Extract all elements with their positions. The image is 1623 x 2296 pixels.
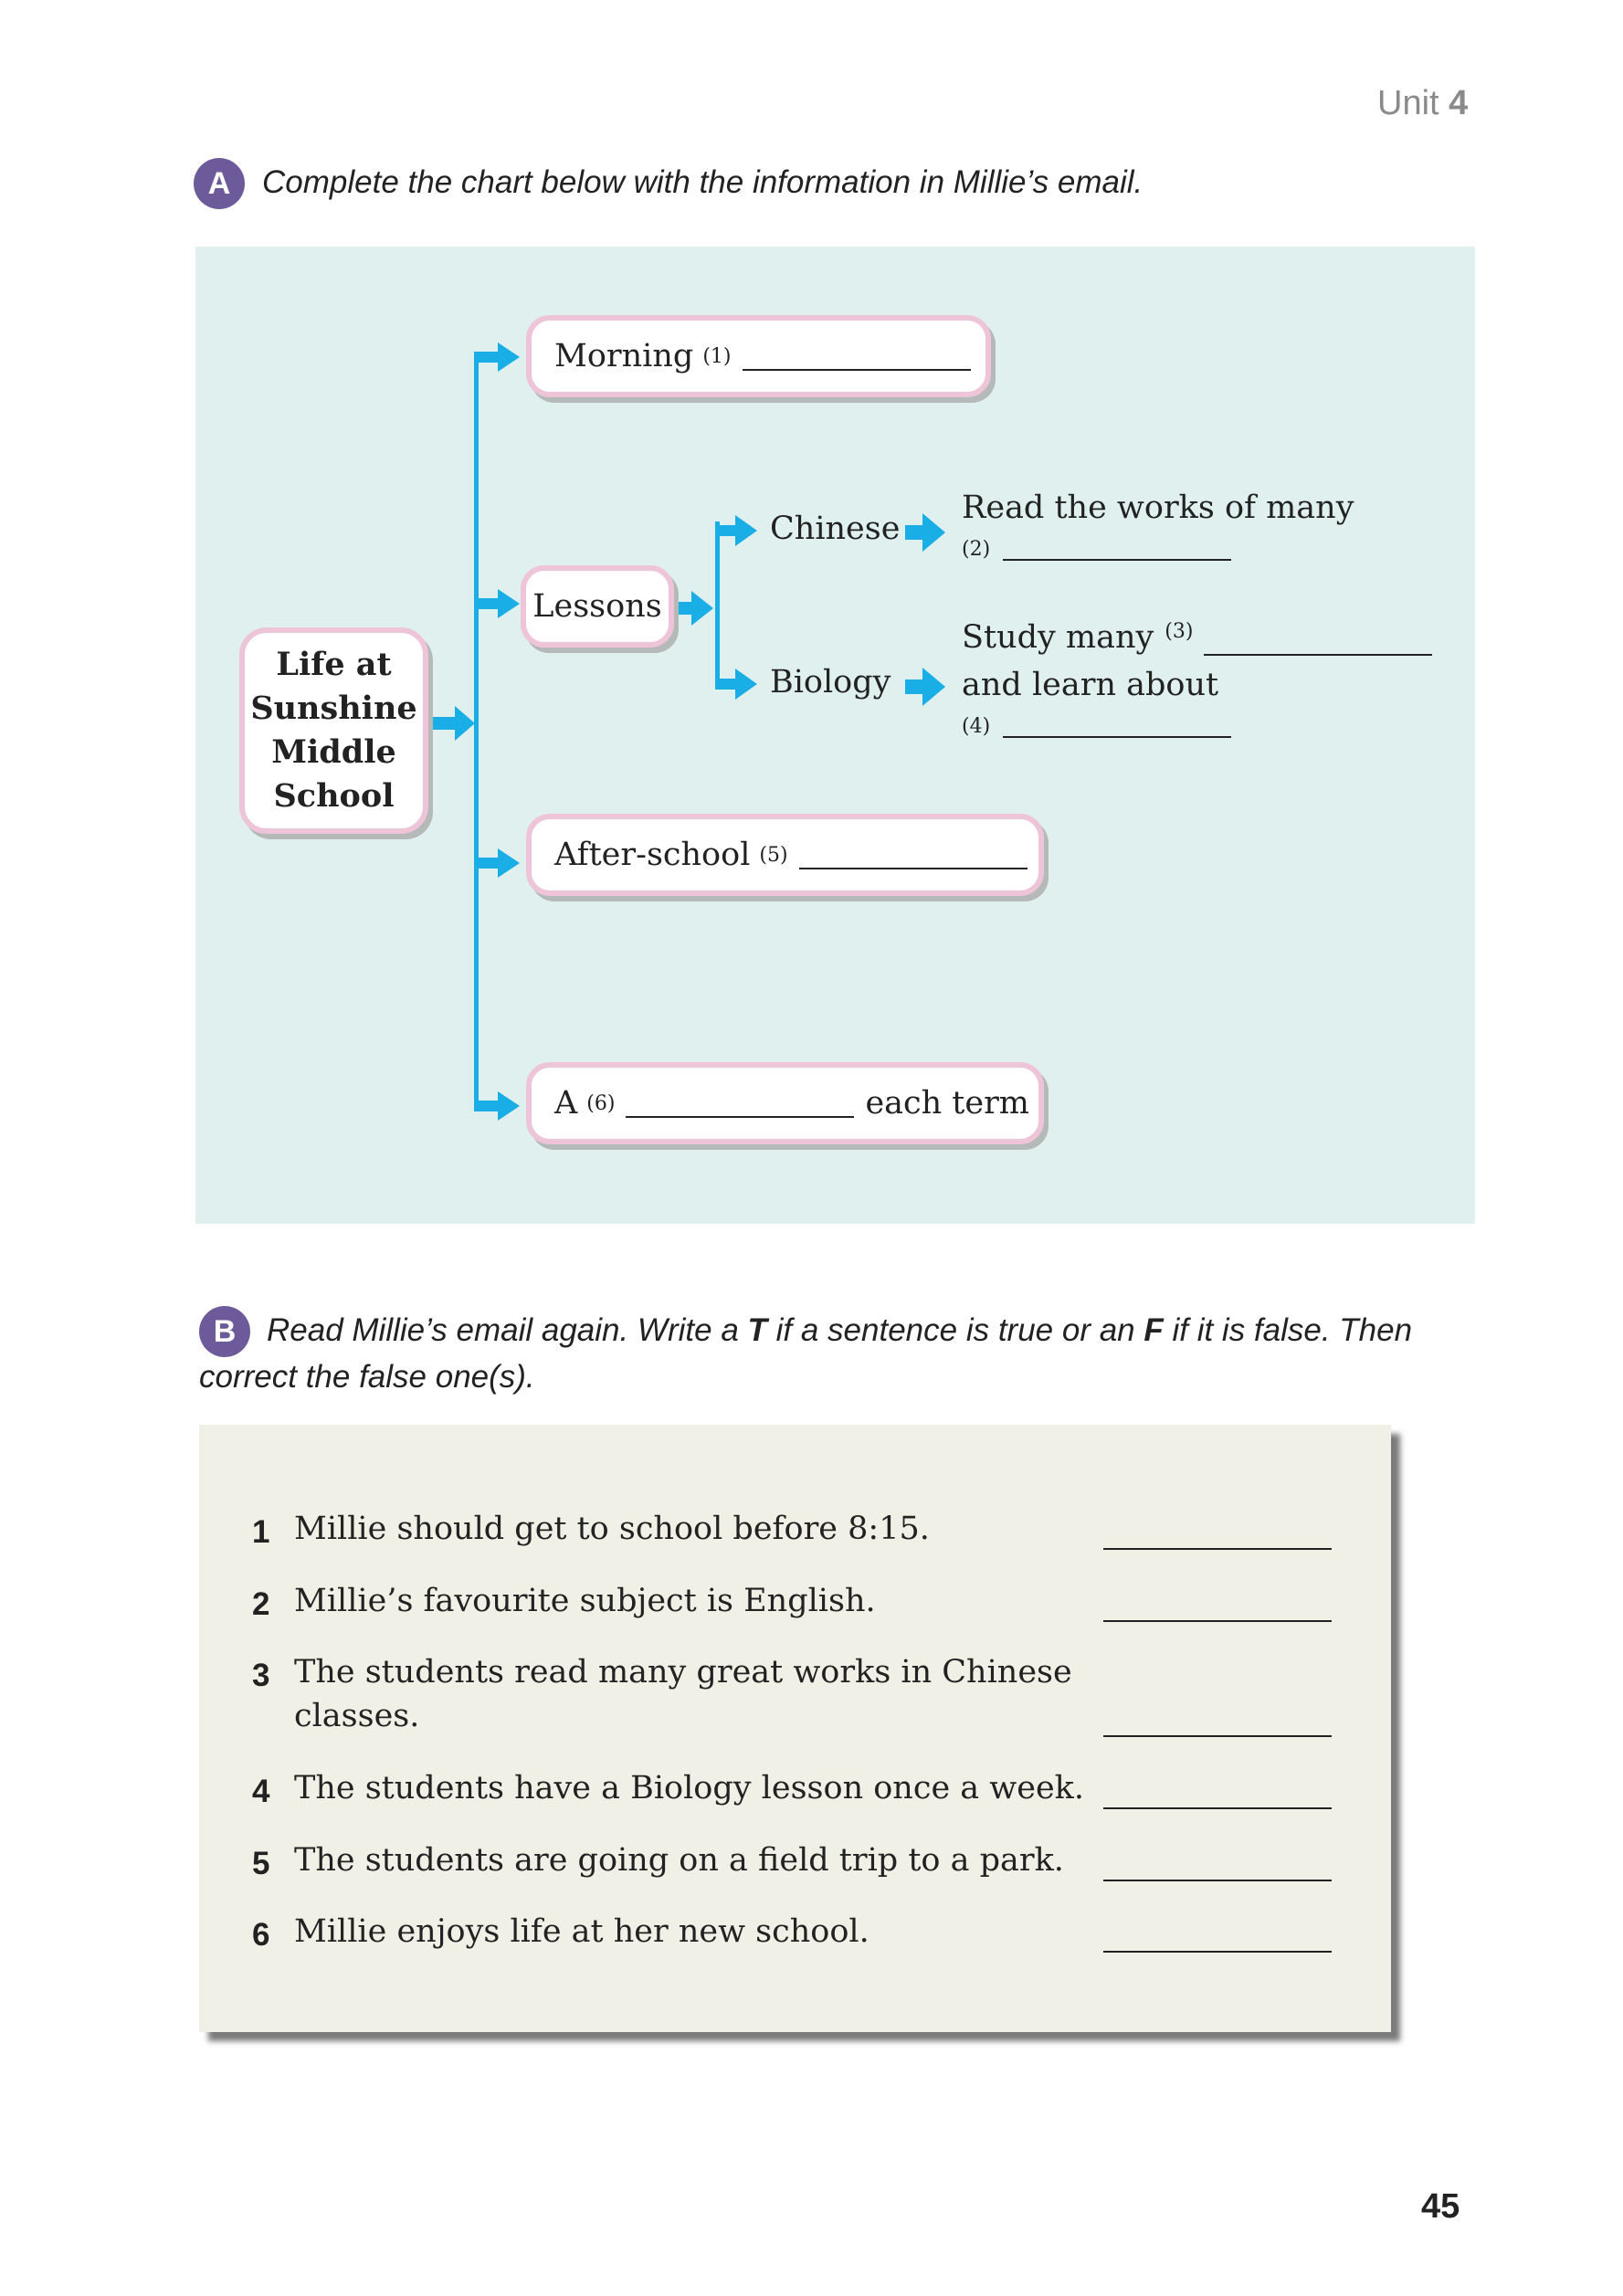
arrow-biology-detail [905,668,945,706]
chinese-label: Chinese [770,511,901,547]
biology-num3: (3) [1165,620,1194,643]
item-5-text: The students are going on a field trip to a park. [294,1842,1064,1879]
chinese-detail-line1: Read the works of many [962,490,1354,526]
biology-line1: Study many [962,619,1154,656]
arrow-term [474,1091,520,1121]
item-2-text: Millie’s favourite subject is English. [294,1583,876,1619]
term-box [526,1062,1044,1144]
instr-t: T [747,1312,767,1348]
biology-label: Biology [770,664,891,700]
section-a-instruction: Complete the chart below with the information in Millie’s email. [262,164,1143,200]
biology-blank4[interactable] [1003,709,1231,738]
item-4-num: 4 [252,1774,270,1809]
arrow-lessons [474,589,520,618]
item-6-num: 6 [252,1917,270,1953]
center-topic-box [239,627,428,834]
unit-label-text: Unit [1377,84,1439,122]
item-3-text: The students read many great works in Chinese [294,1654,1072,1690]
biology-line2: and learn about [962,667,1219,703]
arrow-afterschool [474,848,520,878]
arrow-center [431,706,475,741]
term-num: (6) [586,1091,616,1115]
item-3-num: 3 [252,1658,270,1693]
sub-trunk-line [715,521,720,690]
after-school-blank[interactable] [799,840,1028,869]
instr-part3: if it is false. Then [1163,1312,1413,1348]
item-2-num: 2 [252,1586,270,1622]
arrow-biology [715,669,757,700]
item-6-text: Millie enjoys life at her new school. [294,1913,869,1950]
section-b-instruction-line1 [267,1312,1412,1349]
item-5-num: 5 [252,1846,270,1881]
item-1-text: Millie should get to school before 8:15. [294,1511,930,1547]
center-line-1: Life at [276,646,392,683]
instr-part1: Read Millie’s email again. Write a [267,1312,748,1348]
after-school-label: After-school [554,837,751,873]
chinese-blank[interactable] [1003,532,1231,561]
arrow-morning [474,342,520,372]
center-line-3: Middle [271,733,396,771]
after-school-box [526,814,1044,896]
instr-f: F [1143,1312,1164,1348]
center-line-4: School [273,777,395,815]
item-4-answer-line[interactable] [1103,1806,1332,1809]
term-blank[interactable] [626,1089,854,1118]
biology-detail-line3 [962,709,1231,738]
biology-num4: (4) [962,715,991,738]
item-2-answer-line[interactable] [1103,1618,1332,1622]
morning-box [526,315,991,397]
item-3-answer-line[interactable] [1103,1733,1332,1737]
lessons-label: Lessons [532,588,662,625]
center-line-2: Sunshine [250,690,417,727]
instr-part2: if a sentence is true or an [766,1312,1144,1348]
item-4-text: The students have a Biology lesson once a week. [294,1770,1085,1806]
section-b-badge: B [199,1306,250,1357]
page-number: 45 [1421,2187,1460,2226]
morning-blank[interactable] [743,342,971,371]
chinese-detail-line2 [962,532,1231,561]
trunk-line [474,354,479,1111]
term-suffix: each term [865,1085,1029,1122]
arrow-chinese [715,515,757,546]
arrow-chinese-detail [905,513,945,552]
term-prefix: A [554,1085,578,1122]
item-6-answer-line[interactable] [1103,1949,1332,1953]
item-1-answer-line[interactable] [1103,1546,1332,1550]
morning-label: Morning [554,338,694,374]
lessons-box [521,565,674,648]
morning-num: (1) [702,344,732,368]
unit-number: 4 [1449,84,1469,122]
section-b-instruction-line2: correct the false one(s). [199,1359,535,1395]
item-3-text-cont: classes. [294,1698,420,1734]
section-a-badge: A [194,158,245,209]
biology-detail-line1 [962,619,1432,656]
after-school-num: (5) [759,843,788,867]
arrow-lessons-out [675,591,713,626]
biology-blank3[interactable] [1204,627,1432,656]
item-1-num: 1 [252,1514,270,1550]
chinese-num: (2) [962,538,991,561]
item-5-answer-line[interactable] [1103,1878,1332,1881]
